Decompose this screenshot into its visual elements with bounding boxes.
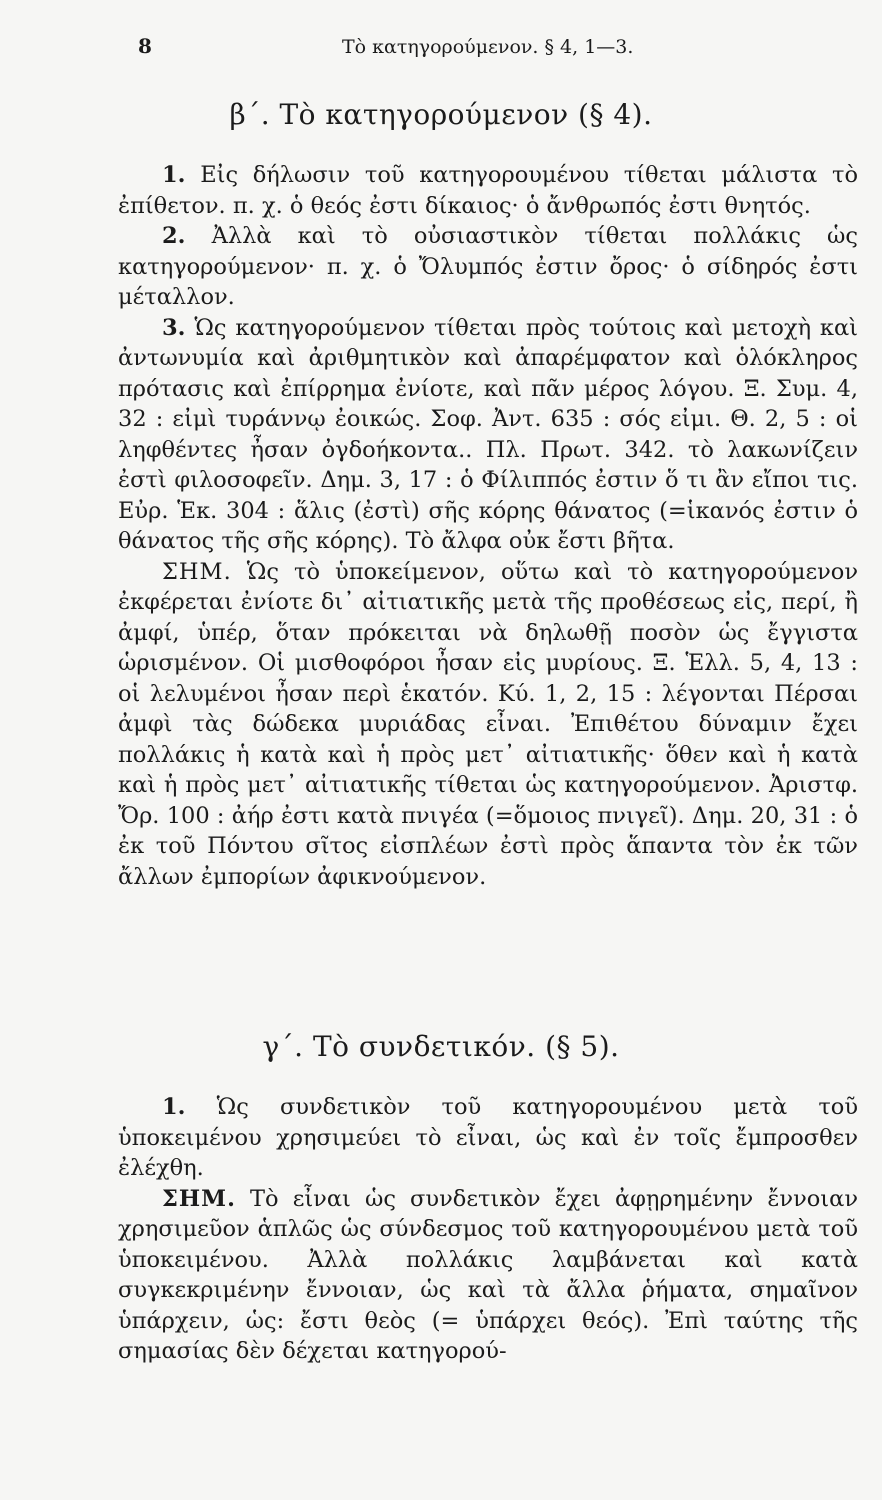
paragraph-1 xyxy=(118,1092,858,1184)
note-paragraph xyxy=(118,557,858,893)
section-b-body xyxy=(118,160,858,892)
note-text: Ὡς τὸ ὑποκείμενον, οὕτω καὶ τὸ κατηγορούμενον ἐκφέρεται ἐνίοτε δι᾽ αἰτιατικῆς μετὰ τῆς προθέσεως εἰς, περί, ἢ ἀμφί, ὑπέρ, ὅταν πρόκειται νὰ δηλωθῇ ποσὸν ὡς ἔγγιστα ὡρισμένον. Οἱ μισθοφόροι ἦσαν εἰς μυρίους. Ξ. Ἑλλ. 5, 4, 13 : οἱ λελυμένοι ἦσαν περὶ ἑκατόν. Κύ. 1, 2, 15 : λέγονται Πέρσαι ἀμφὶ τὰς δώδεκα μυριάδας εἶναι. Ἐπιθέτου δύναμιν ἔχει πολλάκις ἡ κατὰ καὶ ἡ πρὸς μετ᾽ αἰτιατικῆς· ὅθεν καὶ ἡ κατὰ καὶ ἡ πρὸς μετ᾽ αἰτιατικῆς τίθεται ὡς κατηγορούμενον. Ἀριστφ. Ὄρ. 100 : ἀήρ ἐστι κατὰ πνιγέα (=ὅμοιος πνιγεῖ). Δημ. 20, 31 : ὁ ἐκ τοῦ Πόντου σῖτος εἰσπλέων ἐστὶ πρὸς ἅπαντα τὸν ἐκ τῶν ἄλλων ἐμπορίων ἀφικνούμενον. xyxy=(118,558,858,890)
running-title: Τὸ κατηγορούμενον. § 4, 1—3. xyxy=(342,36,634,58)
paragraph-number: 3. xyxy=(162,314,186,341)
note-label: ΣΗΜ. xyxy=(162,558,232,585)
paragraph-number: 2. xyxy=(162,223,186,249)
page-number: 8 xyxy=(138,34,152,58)
paragraph-2 xyxy=(118,221,858,313)
paragraph-text: Ὡς κατηγορούμενον τίθεται πρὸς τούτοις καὶ μετοχὴ καὶ ἀντωνυμία καὶ ἀριθμητικὸν καὶ ἀπαρέμφατον καὶ ὁλόκληρος πρότασις καὶ ἐπίρρημα ἐνίοτε, καὶ πᾶν μέρος λόγου. Ξ. Συμ. 4, 32 : εἰμὶ τυράννῳ ἐοικώς. Σοφ. Ἀντ. 635 : σός εἰμι. Θ. 2, 5 : οἱ ληφθέντες ἦσαν ὀγδοήκοντα.. Πλ. Πρωτ. 342. τὸ λακωνίζειν ἐστὶ φιλοσοφεῖν. Δημ. 3, 17 : ὁ Φίλιππός ἐστιν ὅ τι ἂν εἴποι τις. Εὐρ. Ἑκ. 304 : ἅλις (ἐστὶ) σῆς κόρης θάνατος (=ἱκανός ἐστιν ὁ θάνατος τῆς σῆς κόρης). Τὸ ἄλφα οὐκ ἔστι βῆτα. xyxy=(118,314,858,554)
section-g-body xyxy=(118,1092,858,1367)
section-b-heading: β΄. Τὸ κατηγορούμενον (§ 4). xyxy=(229,98,653,131)
note-label: ΣΗΜ. xyxy=(162,1185,236,1212)
note-text: Τὸ εἶναι ὡς συνδετικὸν ἔχει ἀφῃρημένην ἔννοιαν χρησιμεῦον ἁπλῶς ὡς σύνδεσμος τοῦ κατηγορουμένου μετὰ τοῦ ὑποκειμένου. Ἀλλὰ πολλάκις λαμβάνεται καὶ κατὰ συγκεκριμένην ἔννοιαν, ὡς καὶ τὰ ἄλλα ῥήματα, σημαῖνον ὑπάρχειν, ὡς: ἔστι θεὸς (= ὑπάρχει θεός). Ἐπὶ ταύτης τῆς σημασίας δὲν δέχεται κατηγορού- xyxy=(118,1185,858,1364)
note-paragraph xyxy=(118,1184,858,1367)
paragraph-text: Εἰς δήλωσιν τοῦ κατηγορουμένου τίθεται μάλιστα τὸ ἐπίθετον. π. χ. ὁ θεός ἐστι δίκαιος· ὁ ἄνθρωπός ἐστι θνητός. xyxy=(118,162,858,219)
paragraph-text: Ἀλλὰ καὶ τὸ οὐσιαστικὸν τίθεται πολλάκις ὡς κατηγορούμενον· π. χ. ὁ Ὄλυμπός ἐστιν ὄρος· ὁ σίδηρός ἐστι μέταλλον. xyxy=(118,223,858,310)
paragraph-text: Ὡς συνδετικὸν τοῦ κατηγορουμένου μετὰ τοῦ ὑποκειμένου χρησιμεύει τὸ εἶναι, ὡς καὶ ἐν τοῖς ἔμπροσθεν ἐλέχθη. xyxy=(118,1094,858,1181)
running-head xyxy=(0,32,882,72)
paragraph-number: 1. xyxy=(162,1094,186,1120)
paragraph-3 xyxy=(118,313,858,557)
paragraph-number: 1. xyxy=(162,162,186,188)
section-g-heading: γ΄. Τὸ συνδετικόν. (§ 5). xyxy=(262,1030,620,1063)
paragraph-1 xyxy=(118,160,858,221)
